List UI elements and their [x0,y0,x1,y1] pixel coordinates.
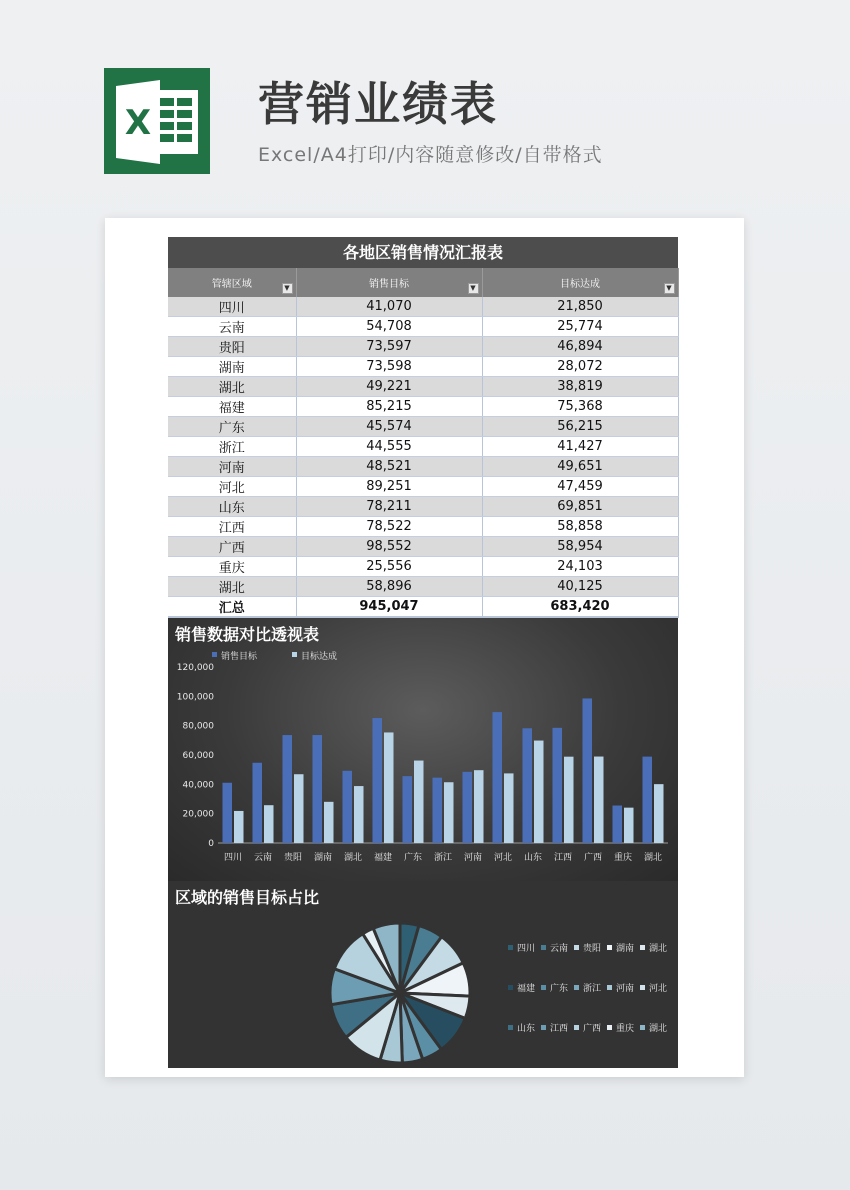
sales-table [168,268,679,618]
total-target[interactable]: 945,047 [296,597,482,618]
x-tick-label: 河北 [493,853,513,863]
page-subtitle: Excel/A4打印/内容随意修改/自带格式 [258,144,603,166]
legend-label: 销售目标 [221,652,258,662]
cell-target[interactable]: 25,556 [296,557,482,577]
table-row [168,417,678,437]
pie-legend-label: 湖北 [649,1024,668,1034]
pie-legend-swatch [574,1025,579,1030]
cell-region[interactable]: 湖南 [168,357,296,377]
bar-achieved [564,757,574,843]
pie-legend-swatch [640,1025,645,1030]
table-row [168,477,678,497]
bar-achieved [444,782,454,843]
table-row [168,557,678,577]
table-row [168,377,678,397]
pie-legend-label: 贵阳 [583,944,602,954]
cell-achieved[interactable]: 75,368 [482,397,678,417]
cell-achieved[interactable]: 46,894 [482,337,678,357]
cell-region[interactable]: 四川 [168,297,296,317]
bar-target [493,712,503,843]
cell-region[interactable]: 广西 [168,537,296,557]
bar-achieved [294,774,304,843]
y-tick-label: 80,000 [182,721,214,732]
pie-legend-label: 河南 [616,984,635,994]
table-row [168,357,678,377]
cell-target[interactable]: 45,574 [296,417,482,437]
cell-region[interactable]: 山东 [168,497,296,517]
bar-achieved [654,784,664,843]
y-tick-label: 20,000 [182,809,214,820]
table-row [168,497,678,517]
cell-achieved[interactable]: 56,215 [482,417,678,437]
pie-legend-swatch [541,1025,546,1030]
cell-target[interactable]: 58,896 [296,577,482,597]
table-row [168,537,678,557]
cell-target[interactable]: 41,070 [296,297,482,317]
bar-target [403,776,413,843]
cell-target[interactable]: 85,215 [296,397,482,417]
cell-target[interactable]: 78,522 [296,517,482,537]
filter-dropdown-icon[interactable]: ▼ [664,283,675,294]
table-row [168,577,678,597]
table-row [168,457,678,477]
cell-target[interactable]: 49,221 [296,377,482,397]
cell-target[interactable]: 48,521 [296,457,482,477]
pie-legend-swatch [640,985,645,990]
x-tick-label: 广东 [403,853,423,863]
pie-legend-label: 广西 [583,1024,602,1034]
legend-swatch [212,652,217,657]
pie-legend-label: 重庆 [616,1024,635,1034]
cell-target[interactable]: 89,251 [296,477,482,497]
bar-achieved [354,786,364,843]
x-tick-label: 福建 [373,853,393,863]
cell-region[interactable]: 贵阳 [168,337,296,357]
cell-achieved[interactable]: 47,459 [482,477,678,497]
x-tick-label: 重庆 [613,853,633,863]
cell-region[interactable]: 湖北 [168,577,296,597]
total-label[interactable]: 汇总 [168,597,296,618]
bar-chart [168,618,678,881]
x-tick-label: 浙江 [433,853,453,863]
column-header-achieved: 目标达成 ▼ [482,268,678,297]
bar-achieved [534,741,544,843]
cell-region[interactable]: 云南 [168,317,296,337]
bar-target [283,735,293,843]
legend-label: 目标达成 [301,652,338,662]
pie-legend-swatch [541,985,546,990]
cell-achieved[interactable]: 38,819 [482,377,678,397]
x-tick-label: 山东 [523,853,543,863]
cell-region[interactable]: 湖北 [168,377,296,397]
total-row [168,597,678,618]
page-title: 营销业绩表 [258,77,498,131]
cell-target[interactable]: 73,598 [296,357,482,377]
bar-target [583,698,593,843]
cell-target[interactable]: 98,552 [296,537,482,557]
x-tick-label: 江西 [553,853,573,863]
excel-logo-icon [104,68,210,174]
table-row [168,517,678,537]
table-row [168,397,678,417]
pie-legend-label: 福建 [517,984,536,994]
pie-legend-swatch [574,945,579,950]
table-row [168,297,678,317]
pie-legend-swatch [508,945,513,950]
cell-region[interactable]: 重庆 [168,557,296,577]
bar-achieved [234,811,244,843]
spreadsheet-page [105,218,744,1077]
cell-achieved[interactable]: 41,427 [482,437,678,457]
cell-achieved[interactable]: 49,651 [482,457,678,477]
bar-target [433,778,443,843]
cell-region[interactable]: 河北 [168,477,296,497]
bar-target [523,728,533,843]
y-tick-label: 0 [208,839,214,849]
bar-target [613,806,623,843]
y-tick-label: 120,000 [176,663,214,673]
pie-legend-swatch [607,1025,612,1030]
pie-legend-label: 云南 [550,944,569,954]
pie-legend-swatch [508,1025,513,1030]
table-row [168,437,678,457]
pie-legend-swatch [508,985,513,990]
cell-region[interactable]: 浙江 [168,437,296,457]
y-tick-label: 100,000 [176,692,214,703]
cell-achieved[interactable]: 25,774 [482,317,678,337]
cell-target[interactable]: 44,555 [296,437,482,457]
x-tick-label: 湖北 [343,853,363,863]
bar-achieved [624,808,634,843]
column-header-region: 管辖区域 ▼ [168,268,296,297]
bar-target [643,757,653,843]
legend-swatch [292,652,297,657]
cell-achieved[interactable]: 69,851 [482,497,678,517]
cell-region[interactable]: 广东 [168,417,296,437]
pie-legend-label: 湖北 [649,944,668,954]
pie-legend-label: 浙江 [583,984,602,994]
x-tick-label: 湖北 [643,853,663,863]
pie-legend-label: 湖南 [616,944,635,954]
bar-achieved [324,802,334,843]
cell-achieved[interactable]: 40,125 [482,577,678,597]
bar-achieved [504,773,514,843]
pie-legend-label: 广东 [550,984,569,994]
pie-legend-label: 河北 [649,984,668,994]
column-header-target: 销售目标 ▼ [296,268,482,297]
cell-achieved[interactable]: 28,072 [482,357,678,377]
x-tick-label: 四川 [223,853,243,863]
bar-target [313,735,323,843]
pie-legend-swatch [640,945,645,950]
cell-target[interactable]: 73,597 [296,337,482,357]
pie-chart-title: 区域的销售目标占比 [175,888,320,907]
bar-target [553,728,563,843]
bar-achieved [384,732,394,843]
bar-achieved [414,761,424,843]
table-row [168,317,678,337]
cell-achieved[interactable]: 24,103 [482,557,678,577]
cell-region[interactable]: 河南 [168,457,296,477]
bar-target [343,771,353,843]
pie-chart [168,881,678,1068]
filter-dropdown-icon[interactable]: ▼ [468,283,479,294]
bar-target [253,763,263,843]
cell-achieved[interactable]: 21,850 [482,297,678,317]
bar-target [223,783,233,843]
pie-legend-label: 山东 [517,1024,536,1034]
bar-target [373,718,383,843]
x-tick-label: 云南 [253,853,273,863]
cell-target[interactable]: 54,708 [296,317,482,337]
bar-chart-panel [168,618,678,881]
pie-chart-panel [168,881,678,1068]
bar-chart-title: 销售数据对比透视表 [175,625,320,644]
pie-legend-swatch [541,945,546,950]
pie-legend-swatch [607,985,612,990]
cell-achieved[interactable]: 58,858 [482,517,678,537]
logo-letter: X [124,103,152,143]
table-row [168,337,678,357]
cell-target[interactable]: 78,211 [296,497,482,517]
bar-achieved [594,757,604,843]
bar-achieved [264,805,274,843]
x-tick-label: 湖南 [313,853,333,863]
bar-achieved [474,770,484,843]
x-tick-label: 贵阳 [283,853,303,863]
pie-legend-label: 江西 [550,1024,569,1034]
report-title: 各地区销售情况汇报表 [168,237,678,268]
cell-region[interactable]: 江西 [168,517,296,537]
cell-region[interactable]: 福建 [168,397,296,417]
y-tick-label: 60,000 [182,751,214,761]
pie-legend-swatch [574,985,579,990]
x-tick-label: 广西 [583,853,603,863]
pie-legend-label: 四川 [517,944,536,954]
filter-dropdown-icon[interactable]: ▼ [282,283,293,294]
x-tick-label: 河南 [463,853,483,863]
pie-legend-swatch [607,945,612,950]
y-tick-label: 40,000 [182,780,214,791]
total-achieved[interactable]: 683,420 [482,597,678,618]
bar-target [463,772,473,843]
cell-achieved[interactable]: 58,954 [482,537,678,557]
